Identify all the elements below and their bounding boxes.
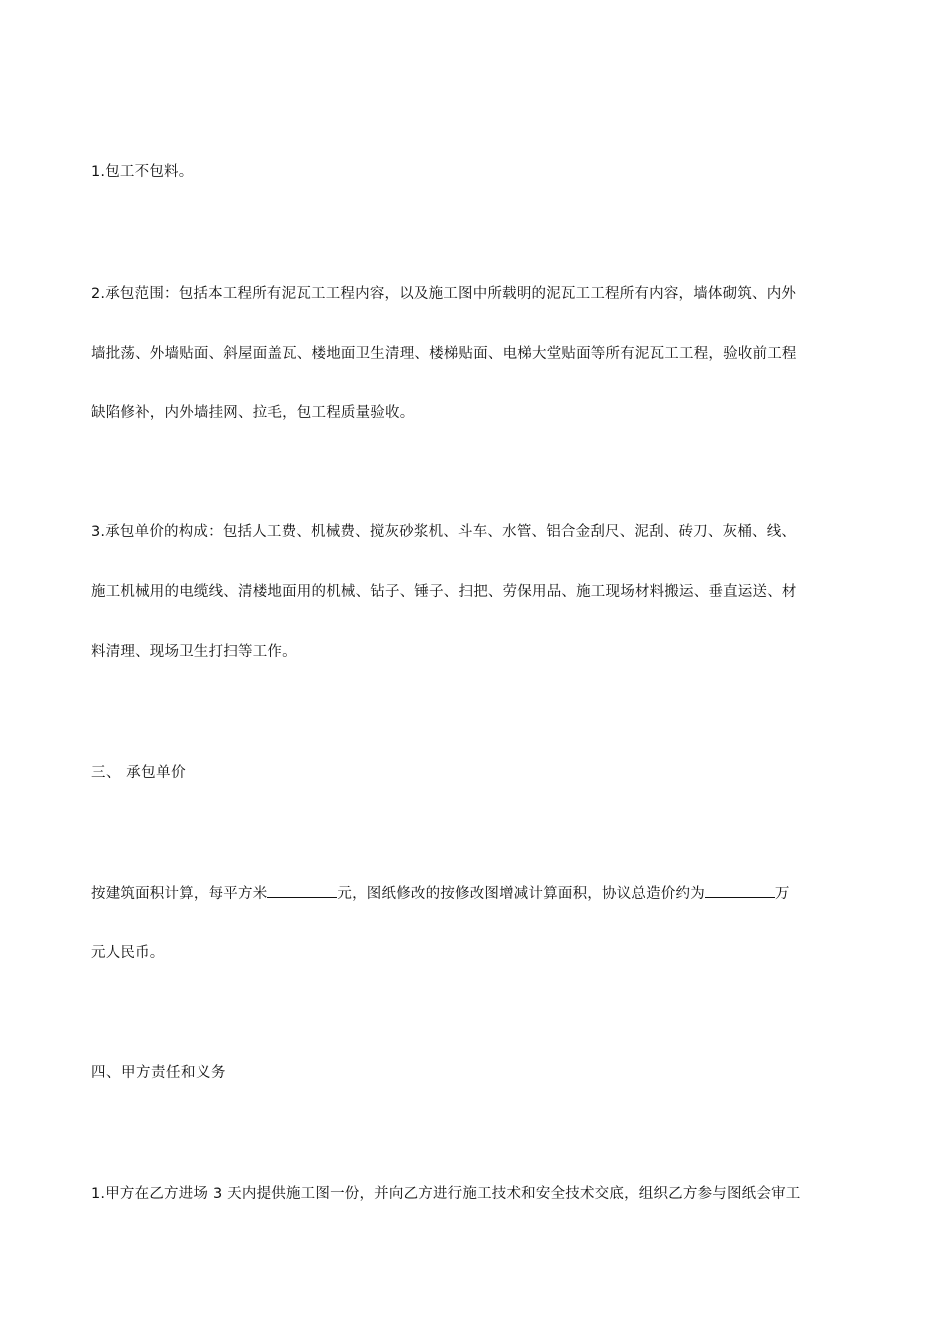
unit-price-blank — [267, 883, 337, 898]
price-text-part-2: 元，图纸修改的按修改图增减计算面积，协议总造价约为 — [337, 886, 705, 902]
price-text-part-3: 万 — [774, 886, 790, 902]
clause-1-text: 1.包工不包料。 — [91, 164, 194, 180]
section-4-heading: 四、甲方责任和义务 — [91, 1065, 226, 1081]
price-line-2: 元人民币。 — [91, 945, 165, 961]
clause-3-line-1: 3.承包单价的构成：包括人工费、机械费、搅灰砂浆机、斗车、水管、铝合金刮尺、泥刮、砖刀、灰桶、线、 — [91, 524, 797, 540]
clause-2-line-2: 墙批荡、外墙贴面、斜屋面盖瓦、楼地面卫生清理、楼梯贴面、电梯大堂贴面等所有泥瓦工工程，验收前工程 — [91, 346, 797, 362]
total-price-blank — [705, 883, 775, 898]
clause-2-line-1: 2.承包范围：包括本工程所有泥瓦工工程内容，以及施工图中所载明的泥瓦工工程所有内容，墙体砌筑、内外 — [91, 286, 797, 302]
section-3-heading: 三、 承包单价 — [91, 765, 187, 781]
clause-2-line-3: 缺陷修补，内外墙挂网、拉毛，包工程质量验收。 — [91, 405, 415, 421]
price-line-1 — [91, 883, 871, 904]
clause-3-line-2: 施工机械用的电缆线、清楼地面用的机械、钻子、锤子、扫把、劳保用品、施工现场材料搬运、垂直运送、材 — [91, 584, 797, 600]
clause-3-line-3: 料清理、现场卫生打扫等工作。 — [91, 644, 297, 660]
duty-1-line-1: 1.甲方在乙方进场 3 天内提供施工图一份，并向乙方进行施工技术和安全技术交底，组织乙方参与图纸会审工 — [91, 1186, 801, 1202]
price-text-part-1: 按建筑面积计算，每平方米 — [91, 886, 268, 902]
